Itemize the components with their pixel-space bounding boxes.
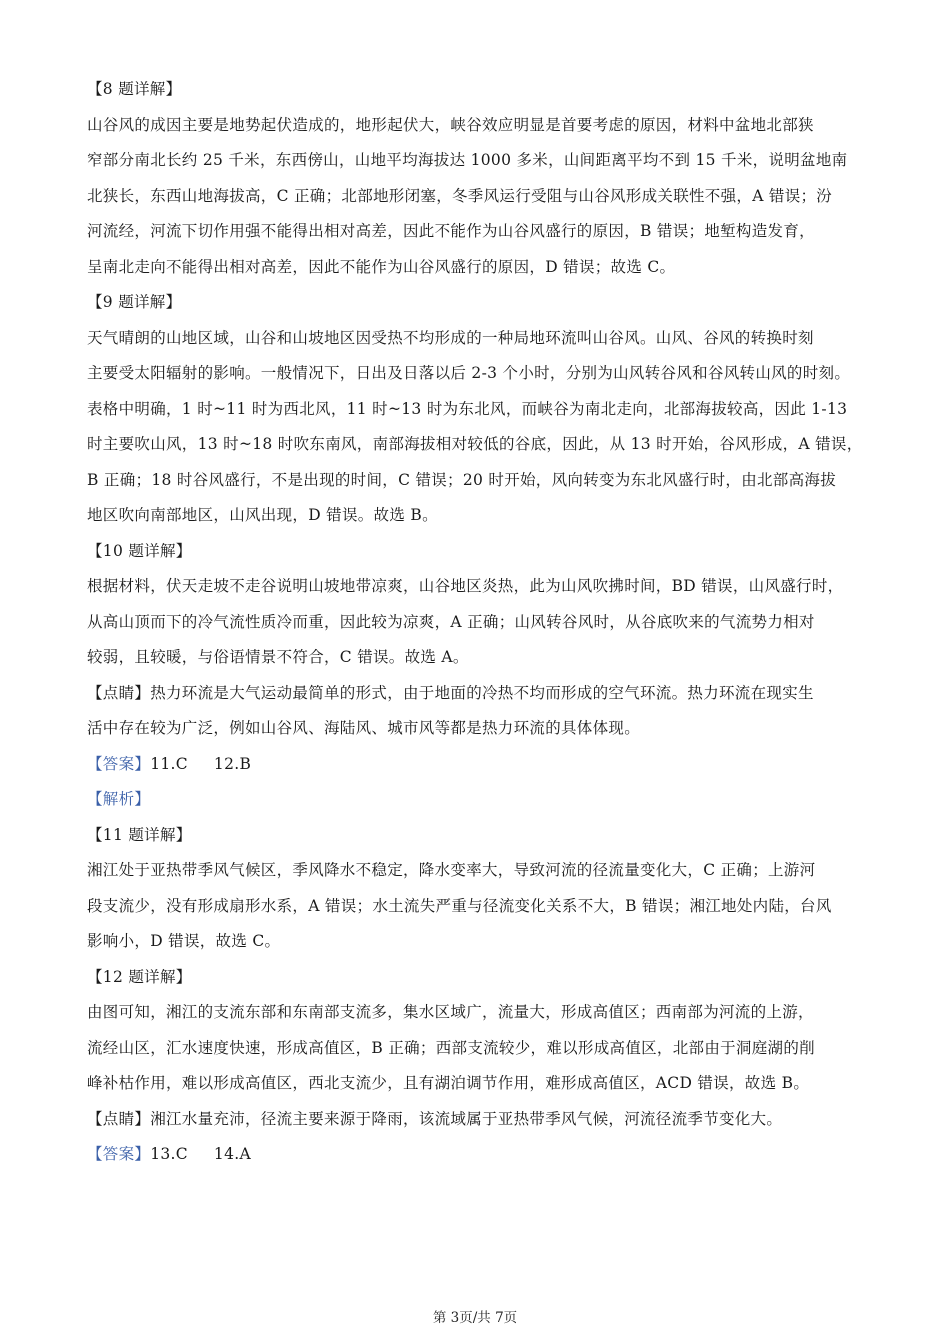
answer-row [87,1137,867,1173]
q9-heading: 【9 题详解】 [87,293,182,311]
q10-heading: 【10 题详解】 [87,541,192,560]
q8-line: 河流经，河流下切作用强不能得出相对高差，因此不能作为山谷风盛行的原因，B 错误；地堑构造发育， [87,222,815,240]
q8-line: 山谷风的成因主要是地势起伏造成的，地形起伏大，峡谷效应明显是首要考虑的原因，材料中盆地北部狭 [87,115,814,134]
q8-line: 北狭长，东西山地海拔高，C 正确；北部地形闭塞，冬季风运行受阻与山谷风形成关联性不强，A 错误；汾 [87,186,833,205]
q12-line: 峰补枯作用，难以形成高值区，西北支流少，且有湖泊调节作用，难形成高值区，ACD 错误，故选 B。 [87,1074,810,1092]
answer-value: 13.C [150,1145,188,1163]
q9-line: 表格中明确，1 时~11 时为西北风，11 时~13 时为东北风，而峡谷为南北走向，北部海拔较高，因此 1-13 [87,399,848,418]
q12-line: 流经山区，汇水速度快速，形成高值区，B 正确；西部支流较少，难以形成高值区，北部由于洞庭湖的削 [87,1038,815,1057]
answer-value: 12.B [213,754,252,773]
page-footer: 第 3页/共 7页 [432,1310,518,1326]
q9-line: 主要受太阳辐射的影响。一般情况下，日出及日落以后 2-3 个小时，分别为山风转谷风和谷风转山风的时刻。 [87,364,851,382]
answer-value: 14.A [213,1145,251,1163]
answer-value: 11.C [150,754,188,773]
q12-heading: 【12 题详解】 [87,967,192,986]
page-content [87,72,867,1173]
q10-line: 从高山顶而下的冷气流性质冷而重，因此较为凉爽，A 正确；山风转谷风时，从谷底吹来的气流势力相对 [87,612,815,631]
q11-line: 影响小，D 错误，故选 C。 [87,932,281,950]
q10-line: 根据材料，伏天走坡不走谷说明山坡地带凉爽，山谷地区炎热，此为山风吹拂时间，BD 错误，山风盛行时， [87,577,844,595]
answer-row [87,747,867,783]
tip-line: 活中存在较为广泛，例如山谷风、海陆风、城市风等都是热力环流的具体体现。 [87,719,641,737]
q11-heading: 【11 题详解】 [87,825,192,844]
q12-line: 由图可知，湘江的支流东部和东南部支流多，集水区域广，流量大，形成高值区；西南部为河流的上游， [87,1003,814,1021]
q11-line: 湘江处于亚热带季风气候区，季风降水不稳定，降水变率大，导致河流的径流量变化大，C 正确；上游河 [87,861,816,879]
tip-line: 【点睛】湘江水量充沛，径流主要来源于降雨，该流域属于亚热带季风气候，河流径流季节变化大。 [87,1109,783,1128]
tip-line: 【点睛】热力环流是大气运动最简单的形式，由于地面的冷热不均而形成的空气环流。热力环流在现实生 [87,683,814,702]
answer-label: 【答案】 [87,1145,151,1163]
analysis-label: 【解析】 [87,790,151,808]
q10-line: 较弱，且较暖，与俗语情景不符合，C 错误。故选 A。 [87,648,469,666]
q8-line: 窄部分南北长约 25 千米，东西傍山，山地平均海拔达 1000 多米，山间距离平均不到 15 千米，说明盆地南 [87,151,848,169]
answer-label: 【答案】 [87,754,151,773]
q8-line: 呈南北走向不能得出相对高差，因此不能作为山谷风盛行的原因，D 错误；故选 C。 [87,257,676,276]
q9-line: 时主要吹山风，13 时~18 时吹东南风，南部海拔相对较低的谷底，因此，从 13 时开始，谷风形成，A 错误， [87,435,863,453]
q9-line: 天气晴朗的山地区域，山谷和山坡地区因受热不均形成的一种局地环流叫山谷风。山风、谷风的转换时刻 [87,328,814,347]
q9-line: 地区吹向南部地区，山风出现，D 错误。故选 B。 [87,506,438,524]
q8-heading: 【8 题详解】 [87,80,182,98]
q9-line: B 正确；18 时谷风盛行，不是出现的时间，C 错误；20 时开始，风向转变为东北风盛行时，由北部高海拔 [87,470,837,489]
q11-line: 段支流少，没有形成扇形水系，A 错误；水土流失严重与径流变化关系不大，B 错误；湘江地处内陆，台风 [87,896,832,915]
